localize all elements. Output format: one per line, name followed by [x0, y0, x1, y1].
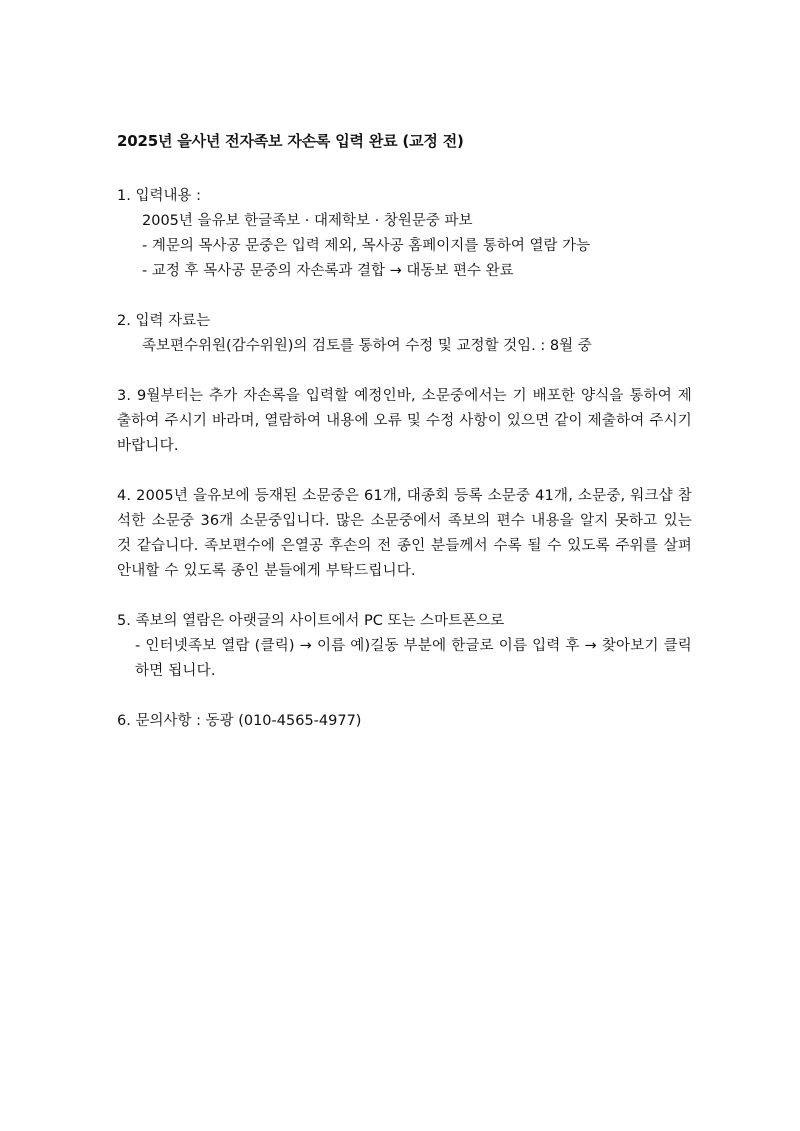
section-1 [117, 184, 692, 284]
document-title: 2025년 을사년 전자족보 자손록 입력 완료 (교정 전) [117, 132, 464, 150]
section-4: 4. 2005년 을유보에 등재된 소문중은 61개, 대종회 등록 소문중 41개, 소문중, 워크샵 참석한 소문중 36개 소문중입니다. 많은 소문중에서 족보의 편수 내용을 알지 못하고 있는 것 같습니다. 족보편수에 은열공 후손의 전 종인 분들께서 수록 될 수 있도록 주위를 살펴 안내할 수 있도록 종인 분들에게 부탁드립니다. [117, 488, 692, 579]
section-2 [117, 309, 692, 359]
section-1-heading: 1. 입력내용 : [117, 188, 201, 204]
section-5 [117, 609, 692, 684]
section-3: 3. 9월부터는 추가 자손록을 입력할 예정인바, 소문중에서는 기 배포한 양식을 통하여 제출하여 주시기 바라며, 열람하여 내용에 오류 및 수정 사항이 있으면 같이 제출하여 주시기 바랍니다. [117, 388, 692, 454]
section-1-line-2: - 계문의 목사공 문중은 입력 제외, 목사공 홈페이지를 통하여 열람 가능 [142, 238, 591, 254]
section-5-heading: 5. 족보의 열람은 아랫글의 사이트에서 PC 또는 스마트폰으로 [117, 613, 505, 629]
section-1-line-1: 2005년 을유보 한글족보 · 대제학보 · 창원문중 파보 [142, 213, 473, 229]
section-1-line-3: - 교정 후 목사공 문중의 자손록과 결합 → 대동보 편수 완료 [142, 263, 514, 279]
section-5-text: - 인터넷족보 열람 (클릭) → 이름 예)길동 부분에 한글로 이름 입력 후 → 찾아보기 클릭 하면 됩니다. [135, 638, 692, 679]
document-page [117, 130, 692, 759]
section-2-heading: 2. 입력 자료는 [117, 313, 211, 329]
section-2-line-1: 족보편수위원(감수위원)의 검토를 통하여 수정 및 교정할 것임. : 8월 중 [142, 338, 592, 354]
section-6: 6. 문의사항 : 동광 (010-4565-4977) [117, 713, 362, 729]
